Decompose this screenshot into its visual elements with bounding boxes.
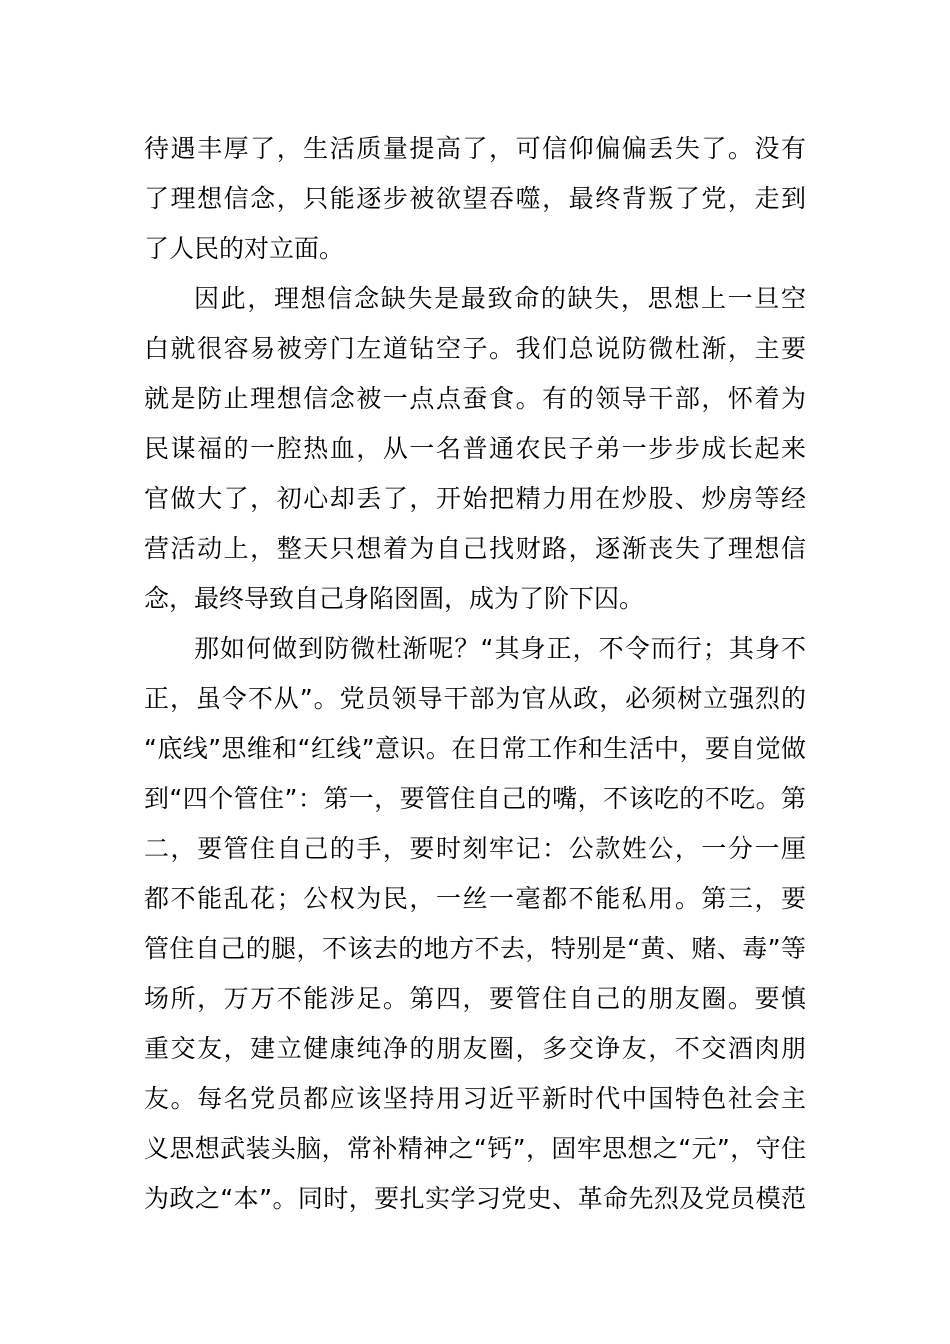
text-line: 念，最终导致自己身陷囹圄，成为了阶下囚。 [144, 584, 645, 613]
text-line: 因此，理想信念缺失是最致命的缺失，思想上一旦空 [194, 284, 806, 313]
text-line: 重交友，建立健康纯净的朋友圈，多交诤友，不交酒肉朋 [144, 1034, 806, 1063]
text-line: “底线”思维和“红线”意识。在日常工作和生活中，要自觉做 [144, 734, 806, 763]
text-line: 官做大了，初心却丢了，开始把精力用在炒股、炒房等经 [144, 484, 806, 513]
text-line: 管住自己的腿，不该去的地方不去，特别是“黄、赌、毒”等 [144, 934, 806, 963]
body-text [144, 124, 806, 1224]
text-line: 正，虽令不从”。党员领导干部为官从政，必须树立强烈的 [144, 684, 806, 713]
text-line: 民谋福的一腔热血，从一名普通农民子弟一步步成长起来 [144, 434, 806, 463]
text-line: 到“四个管住”：第一，要管住自己的嘴，不该吃的不吃。第 [144, 784, 806, 813]
text-line: 那如何做到防微杜渐呢？“其身正，不令而行；其身不 [194, 634, 806, 663]
text-line: 二，要管住自己的手，要时刻牢记：公款姓公，一分一厘 [144, 834, 806, 863]
text-line: 白就很容易被旁门左道钻空子。我们总说防微杜渐，主要 [144, 334, 806, 363]
text-line: 了人民的对立面。 [144, 234, 345, 263]
text-line: 为政之“本”。同时，要扎实学习党史、革命先烈及党员模范 [144, 1184, 806, 1213]
text-line: 待遇丰厚了，生活质量提高了，可信仰偏偏丢失了。没有 [144, 134, 806, 163]
text-line: 友。每名党员都应该坚持用习近平新时代中国特色社会主 [144, 1084, 806, 1113]
text-line: 场所，万万不能涉足。第四，要管住自己的朋友圈。要慎 [144, 984, 806, 1013]
text-line: 了理想信念，只能逐步被欲望吞噬，最终背叛了党，走到 [144, 184, 806, 213]
text-line: 营活动上，整天只想着为自己找财路，逐渐丧失了理想信 [144, 534, 806, 563]
text-line: 义思想武装头脑，常补精神之“钙”，固牢思想之“元”，守住 [144, 1134, 806, 1163]
text-line: 都不能乱花；公权为民，一丝一毫都不能私用。第三，要 [144, 884, 806, 913]
text-line: 就是防止理想信念被一点点蚕食。有的领导干部，怀着为 [144, 384, 806, 413]
